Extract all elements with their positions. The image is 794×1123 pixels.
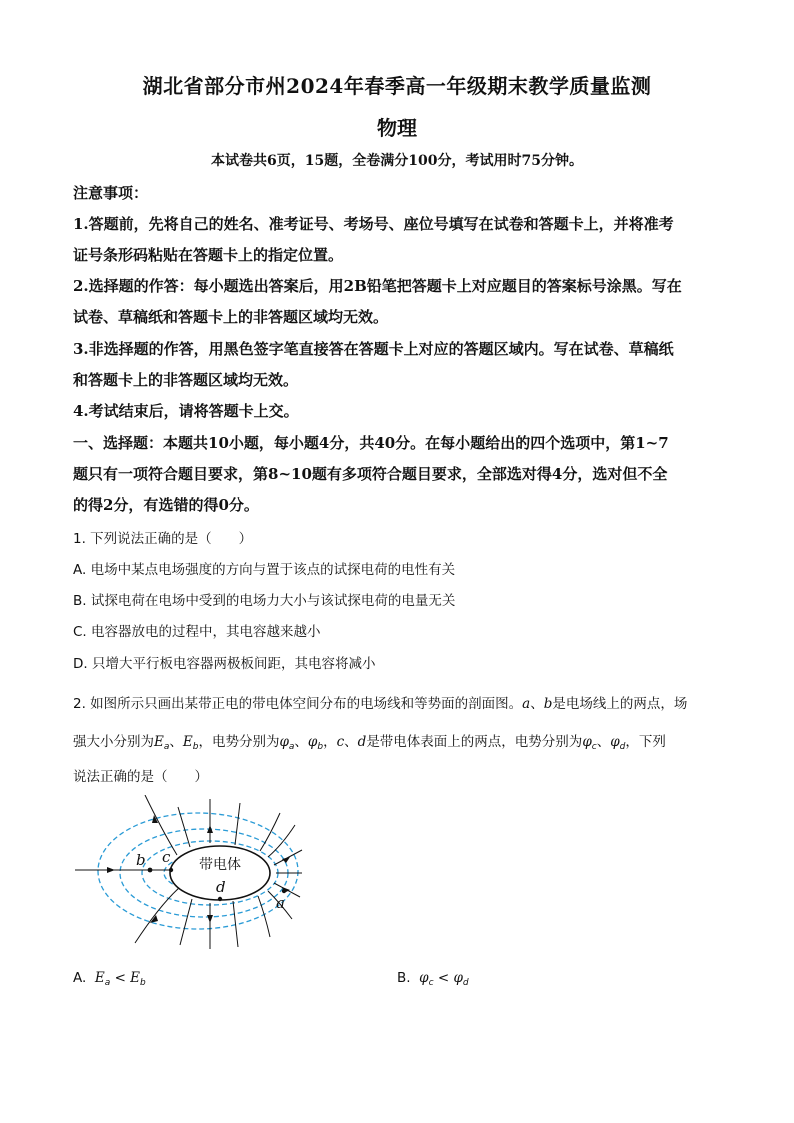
section-instruction: 的得2分，有选错的得0分。	[73, 496, 259, 514]
point-b-marker	[148, 868, 153, 873]
field-line	[233, 901, 238, 947]
question-2-option-a	[73, 970, 146, 988]
arrow-icon	[107, 867, 115, 873]
point-d-marker	[218, 897, 222, 901]
question-1-option-a: A. 电场中某点电场强度的方向与置于该点的试探电荷的电性有关	[73, 562, 456, 578]
field-line	[235, 803, 240, 845]
question-1-option-b: B. 试探电荷在电场中受到的电场力大小与该试探电荷的电量无关	[73, 593, 456, 609]
q2-var-E: E	[154, 734, 164, 750]
q2-var-E: E	[94, 970, 105, 986]
notes-heading: 注意事项：	[73, 184, 149, 202]
q2-text: ，电势分别为	[198, 734, 280, 750]
q2-var-phi: φ	[610, 734, 620, 750]
q2-text: 2. 如图所示只画出某带正电的带电体空间分布的电场线和等势面的剖面图。	[73, 696, 523, 712]
q2-sub: b	[192, 742, 199, 752]
q2-var-b: b	[543, 696, 553, 712]
exam-title: 湖北省部分市州2024年春季高一年级期末教学质量监测	[142, 74, 652, 98]
question-1-option-d: D. 只增大平行板电容器两极板间距，其电容将减小	[73, 656, 376, 672]
note-line: 证号条形码粘贴在答题卡上的指定位置。	[73, 246, 344, 264]
point-b-label: b	[136, 851, 146, 869]
note-line: 4.考试结束后，请将答题卡上交。	[73, 402, 299, 420]
q2-var-E: E	[130, 970, 141, 986]
question-2-line-2	[73, 730, 733, 752]
charged-body-label: 带电体	[199, 857, 241, 873]
point-a-label: a	[276, 894, 285, 912]
arrow-icon	[207, 915, 213, 923]
q2-sub: c	[591, 742, 597, 752]
q2-sub: d	[619, 742, 626, 752]
q2-sub: b	[317, 742, 324, 752]
note-line: 和答题卡上的非答题区域均无效。	[73, 371, 299, 389]
q2-sub: a	[288, 742, 295, 752]
section-instruction: 题只有一项符合题目要求，第8~10题有多项符合题目要求，全部选对得4分，选对但不全	[73, 465, 668, 483]
note-line: 2.选择题的作答：每小题选出答案后，用2B铅笔把答题卡上对应题目的答案标号涂黑。写在	[73, 277, 682, 295]
option-label: B.	[397, 970, 411, 986]
question-1-stem: 1. 下列说法正确的是（ ）	[73, 531, 253, 547]
q2-text: 是带电体表面上的两点，电势分别为	[366, 734, 583, 750]
less-than: <	[437, 970, 450, 986]
q2-var-c: c	[336, 734, 345, 750]
field-line	[135, 887, 180, 943]
section-instruction: 一、选择题：本题共10小题，每小题4分，共40分。在每小题给出的四个选项中，第1~7	[73, 434, 669, 452]
subject-title: 物理	[377, 116, 417, 140]
q2-sub: a	[163, 742, 170, 752]
q2-var-d: d	[357, 734, 367, 750]
note-line: 1.答题前，先将自己的姓名、准考证号、考场号、座位号填写在试卷和答题卡上，并将准考	[73, 215, 674, 233]
question-2-option-b	[397, 970, 469, 988]
field-line	[145, 795, 177, 855]
point-d-label: d	[216, 878, 226, 896]
point-a-marker	[282, 889, 286, 893]
q2-var-phi: φ	[419, 970, 429, 986]
field-line	[258, 896, 270, 937]
note-line: 3.非选择题的作答，用黑色签字笔直接答在答题卡上对应的答题区域内。写在试卷、草稿纸	[73, 340, 674, 358]
q2-sep: 、	[294, 734, 308, 750]
q2-sub: b	[140, 978, 146, 988]
point-c-label: c	[162, 848, 171, 866]
q2-var-phi: φ	[307, 734, 318, 750]
q2-sep: ，	[323, 734, 337, 750]
note-line: 试卷、草稿纸和答题卡上的非答题区域均无效。	[73, 308, 389, 326]
q2-text: 是电场线上的两点，场	[552, 696, 688, 712]
q2-sub: c	[428, 978, 434, 988]
exam-info: 本试卷共6页，15题，全卷满分100分，考试用时75分钟。	[211, 153, 583, 169]
q2-var-phi: φ	[582, 734, 592, 750]
less-than: <	[114, 970, 126, 986]
field-line	[180, 899, 192, 945]
q2-var-E: E	[182, 734, 193, 750]
point-c-marker	[169, 868, 173, 872]
q2-text: 强大小分别为	[73, 734, 154, 750]
question-1-option-c: C. 电容器放电的过程中，其电容越来越小	[73, 624, 321, 640]
q2-sub: a	[104, 978, 111, 988]
question-2-line-3: 说法正确的是（ ）	[73, 769, 208, 785]
q2-sep: 、	[169, 734, 183, 750]
electric-field-diagram	[70, 795, 310, 955]
q2-sep: 、	[344, 734, 358, 750]
option-label: A.	[73, 970, 87, 986]
q2-var-a: a	[522, 696, 531, 712]
q2-sep: 、	[596, 734, 611, 750]
q2-sep: 、	[530, 696, 544, 712]
question-2-line-1	[73, 692, 733, 712]
q2-var-phi: φ	[279, 734, 289, 750]
q2-text: ，下列	[625, 734, 666, 750]
q2-var-phi: φ	[453, 970, 463, 986]
q2-sub: d	[462, 978, 469, 988]
